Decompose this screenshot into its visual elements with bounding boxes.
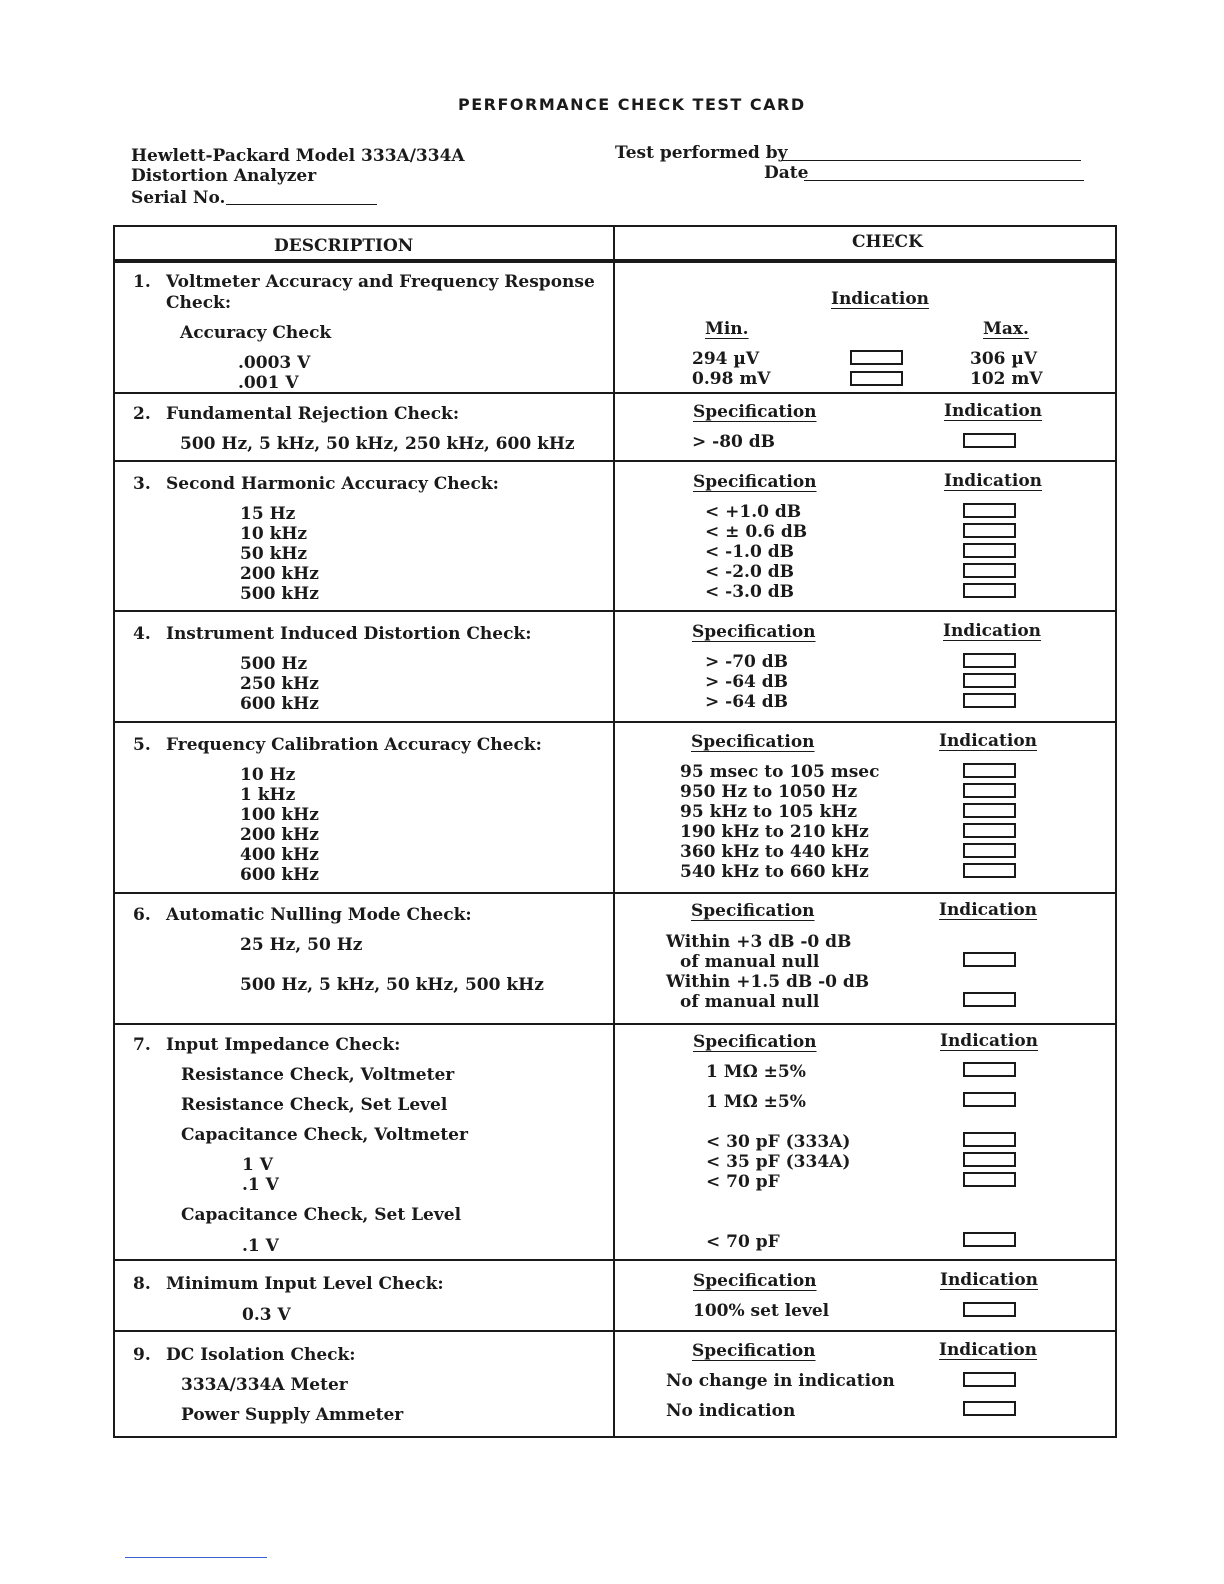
test-item: 25 Hz, 50 Hz [240,935,363,955]
sub-heading: Accuracy Check [180,323,332,343]
test-item: 333A/334A Meter [181,1375,348,1395]
section-title: Check: [166,293,232,313]
indication-checkbox[interactable] [963,693,1016,708]
test-item: Capacitance Check, Set Level [181,1205,462,1225]
max-value: 306 µV [970,349,1038,369]
test-item: Resistance Check, Set Level [181,1095,448,1115]
indication-label: Indication [940,1031,1039,1051]
indication-label: Indication [944,401,1043,421]
table-border-right [1115,225,1117,1438]
indication-checkbox[interactable] [963,433,1016,448]
max-label: Max. [983,319,1029,339]
row-divider [113,721,1117,723]
indication-checkbox[interactable] [963,563,1016,578]
footnote-rule [125,1557,267,1558]
indication-checkbox[interactable] [963,823,1016,838]
table-border-top [113,225,1117,227]
specification-label: Specification [691,901,815,921]
test-item: .001 V [238,373,299,393]
serial-field[interactable] [226,204,377,205]
spec-value: < -1.0 dB [705,542,794,562]
indication-checkbox[interactable] [963,1152,1016,1167]
indication-checkbox[interactable] [963,1172,1016,1187]
indication-checkbox[interactable] [963,1401,1016,1416]
spec-value: 95 msec to 105 msec [680,762,880,782]
spec-value: < -2.0 dB [705,562,794,582]
row-divider [113,1330,1117,1332]
date-label: Date [764,163,809,183]
spec-value: 1 MΩ ±5% [706,1092,806,1112]
performed-by-field[interactable] [781,160,1081,161]
test-item: 10 kHz [240,524,308,544]
spec-value: 1 MΩ ±5% [706,1062,806,1082]
indication-label: Indication [831,289,930,309]
specification-label: Specification [693,472,817,492]
spec-value: No change in indication [666,1371,895,1391]
test-item: Resistance Check, Voltmeter [181,1065,455,1085]
section-number: 4. [133,624,151,644]
section-title: DC Isolation Check: [166,1345,356,1365]
test-item: .1 V [242,1236,279,1256]
test-item: Power Supply Ammeter [181,1405,404,1425]
specification-label: Specification [693,1271,817,1291]
indication-checkbox[interactable] [963,1132,1016,1147]
test-item: 600 kHz [240,694,319,714]
spec-value: of manual null [680,952,820,972]
spec-value: 950 Hz to 1050 Hz [680,782,858,802]
serial-label: Serial No. [131,188,226,208]
section-title: Frequency Calibration Accuracy Check: [166,735,542,755]
section-title: Instrument Induced Distortion Check: [166,624,532,644]
section-number: 2. [133,404,151,424]
section-number: 6. [133,905,151,925]
section-title: Voltmeter Accuracy and Frequency Response [166,272,595,292]
spec-value: < ± 0.6 dB [705,522,808,542]
test-item: 400 kHz [240,845,319,865]
test-item: 200 kHz [240,564,319,584]
test-item: 250 kHz [240,674,319,694]
test-item: 15 Hz [240,504,296,524]
section-title: Minimum Input Level Check: [166,1274,444,1294]
spec-value: Within +1.5 dB -0 dB [666,972,870,992]
spec-value: < 70 pF [706,1172,780,1192]
spec-value: > -80 dB [692,432,776,452]
indication-label: Indication [939,731,1038,751]
specification-label: Specification [691,732,815,752]
test-item: 500 kHz [240,584,319,604]
spec-value: 540 kHz to 660 kHz [680,862,869,882]
spec-value: > -64 dB [705,672,789,692]
min-value: 294 µV [692,349,760,369]
test-item: .1 V [242,1175,279,1195]
indication-checkbox[interactable] [963,543,1016,558]
section-title: Automatic Nulling Mode Check: [166,905,472,925]
indication-checkbox[interactable] [963,1372,1016,1387]
spec-value: 360 kHz to 440 kHz [680,842,869,862]
spec-value: < 35 pF (334A) [706,1152,851,1172]
indication-checkbox[interactable] [963,783,1016,798]
spec-value: 190 kHz to 210 kHz [680,822,869,842]
test-item: Capacitance Check, Voltmeter [181,1125,468,1145]
table-border-bottom [113,1436,1117,1438]
spec-value: Within +3 dB -0 dB [666,932,852,952]
section-number: 9. [133,1345,151,1365]
performed-by-label: Test performed by [615,143,788,163]
test-item: 500 Hz, 5 kHz, 50 kHz, 500 kHz [240,975,544,995]
test-item: 500 Hz, 5 kHz, 50 kHz, 250 kHz, 600 kHz [180,434,575,454]
spec-value: < -3.0 dB [705,582,794,602]
section-title: Second Harmonic Accuracy Check: [166,474,499,494]
indication-checkbox[interactable] [963,503,1016,518]
specification-label: Specification [692,1341,816,1361]
row-divider [113,460,1117,462]
test-item: 10 Hz [240,765,296,785]
test-item: .0003 V [238,353,311,373]
spec-value: of manual null [680,992,820,1012]
max-value: 102 mV [970,369,1043,389]
min-label: Min. [705,319,749,339]
indication-checkbox[interactable] [963,843,1016,858]
spec-value: < 30 pF (333A) [706,1132,851,1152]
section-number: 1. [133,272,151,292]
spec-value: 95 kHz to 105 kHz [680,802,857,822]
test-item: 50 kHz [240,544,308,564]
test-item: 0.3 V [242,1305,291,1325]
row-divider [113,892,1117,894]
indication-label: Indication [940,1270,1039,1290]
indication-checkbox[interactable] [963,653,1016,668]
header-divider [113,259,1117,263]
row-divider [113,610,1117,612]
table-border-left [113,225,115,1438]
date-field[interactable] [804,180,1084,181]
indication-checkbox[interactable] [963,1092,1016,1107]
indication-label: Indication [943,621,1042,641]
row-divider [113,1023,1117,1025]
page-title: PERFORMANCE CHECK TEST CARD [458,95,806,114]
spec-value: No indication [666,1401,796,1421]
indication-checkbox[interactable] [963,673,1016,688]
spec-value: < +1.0 dB [705,502,802,522]
indication-checkbox[interactable] [850,371,903,386]
specification-label: Specification [693,402,817,422]
indication-checkbox[interactable] [850,350,903,365]
indication-checkbox[interactable] [963,1302,1016,1317]
description-header: DESCRIPTION [274,236,414,256]
spec-value: > -64 dB [705,692,789,712]
column-divider [613,225,615,1438]
section-number: 5. [133,735,151,755]
spec-value: 100% set level [693,1301,830,1321]
model-label: Hewlett-Packard Model 333A/334A [131,146,465,166]
section-number: 3. [133,474,151,494]
indication-checkbox[interactable] [963,763,1016,778]
specification-label: Specification [692,622,816,642]
specification-label: Specification [693,1032,817,1052]
indication-checkbox[interactable] [963,1232,1016,1247]
indication-checkbox[interactable] [963,992,1016,1007]
indication-checkbox[interactable] [963,583,1016,598]
test-item: 1 V [242,1155,273,1175]
indication-checkbox[interactable] [963,1062,1016,1077]
section-number: 8. [133,1274,151,1294]
indication-checkbox[interactable] [963,952,1016,967]
indication-checkbox[interactable] [963,523,1016,538]
check-header: CHECK [852,232,923,252]
test-item: 200 kHz [240,825,319,845]
indication-label: Indication [939,900,1038,920]
indication-label: Indication [944,471,1043,491]
section-title: Fundamental Rejection Check: [166,404,460,424]
spec-value: > -70 dB [705,652,789,672]
section-number: 7. [133,1035,151,1055]
indication-checkbox[interactable] [963,863,1016,878]
test-item: 600 kHz [240,865,319,885]
test-item: 1 kHz [240,785,296,805]
section-title: Input Impedance Check: [166,1035,401,1055]
indication-checkbox[interactable] [963,803,1016,818]
spec-value: < 70 pF [706,1232,780,1252]
test-item: 500 Hz [240,654,308,674]
min-value: 0.98 mV [692,369,771,389]
test-item: 100 kHz [240,805,319,825]
indication-label: Indication [939,1340,1038,1360]
device-label: Distortion Analyzer [131,166,317,186]
row-divider [113,1259,1117,1261]
